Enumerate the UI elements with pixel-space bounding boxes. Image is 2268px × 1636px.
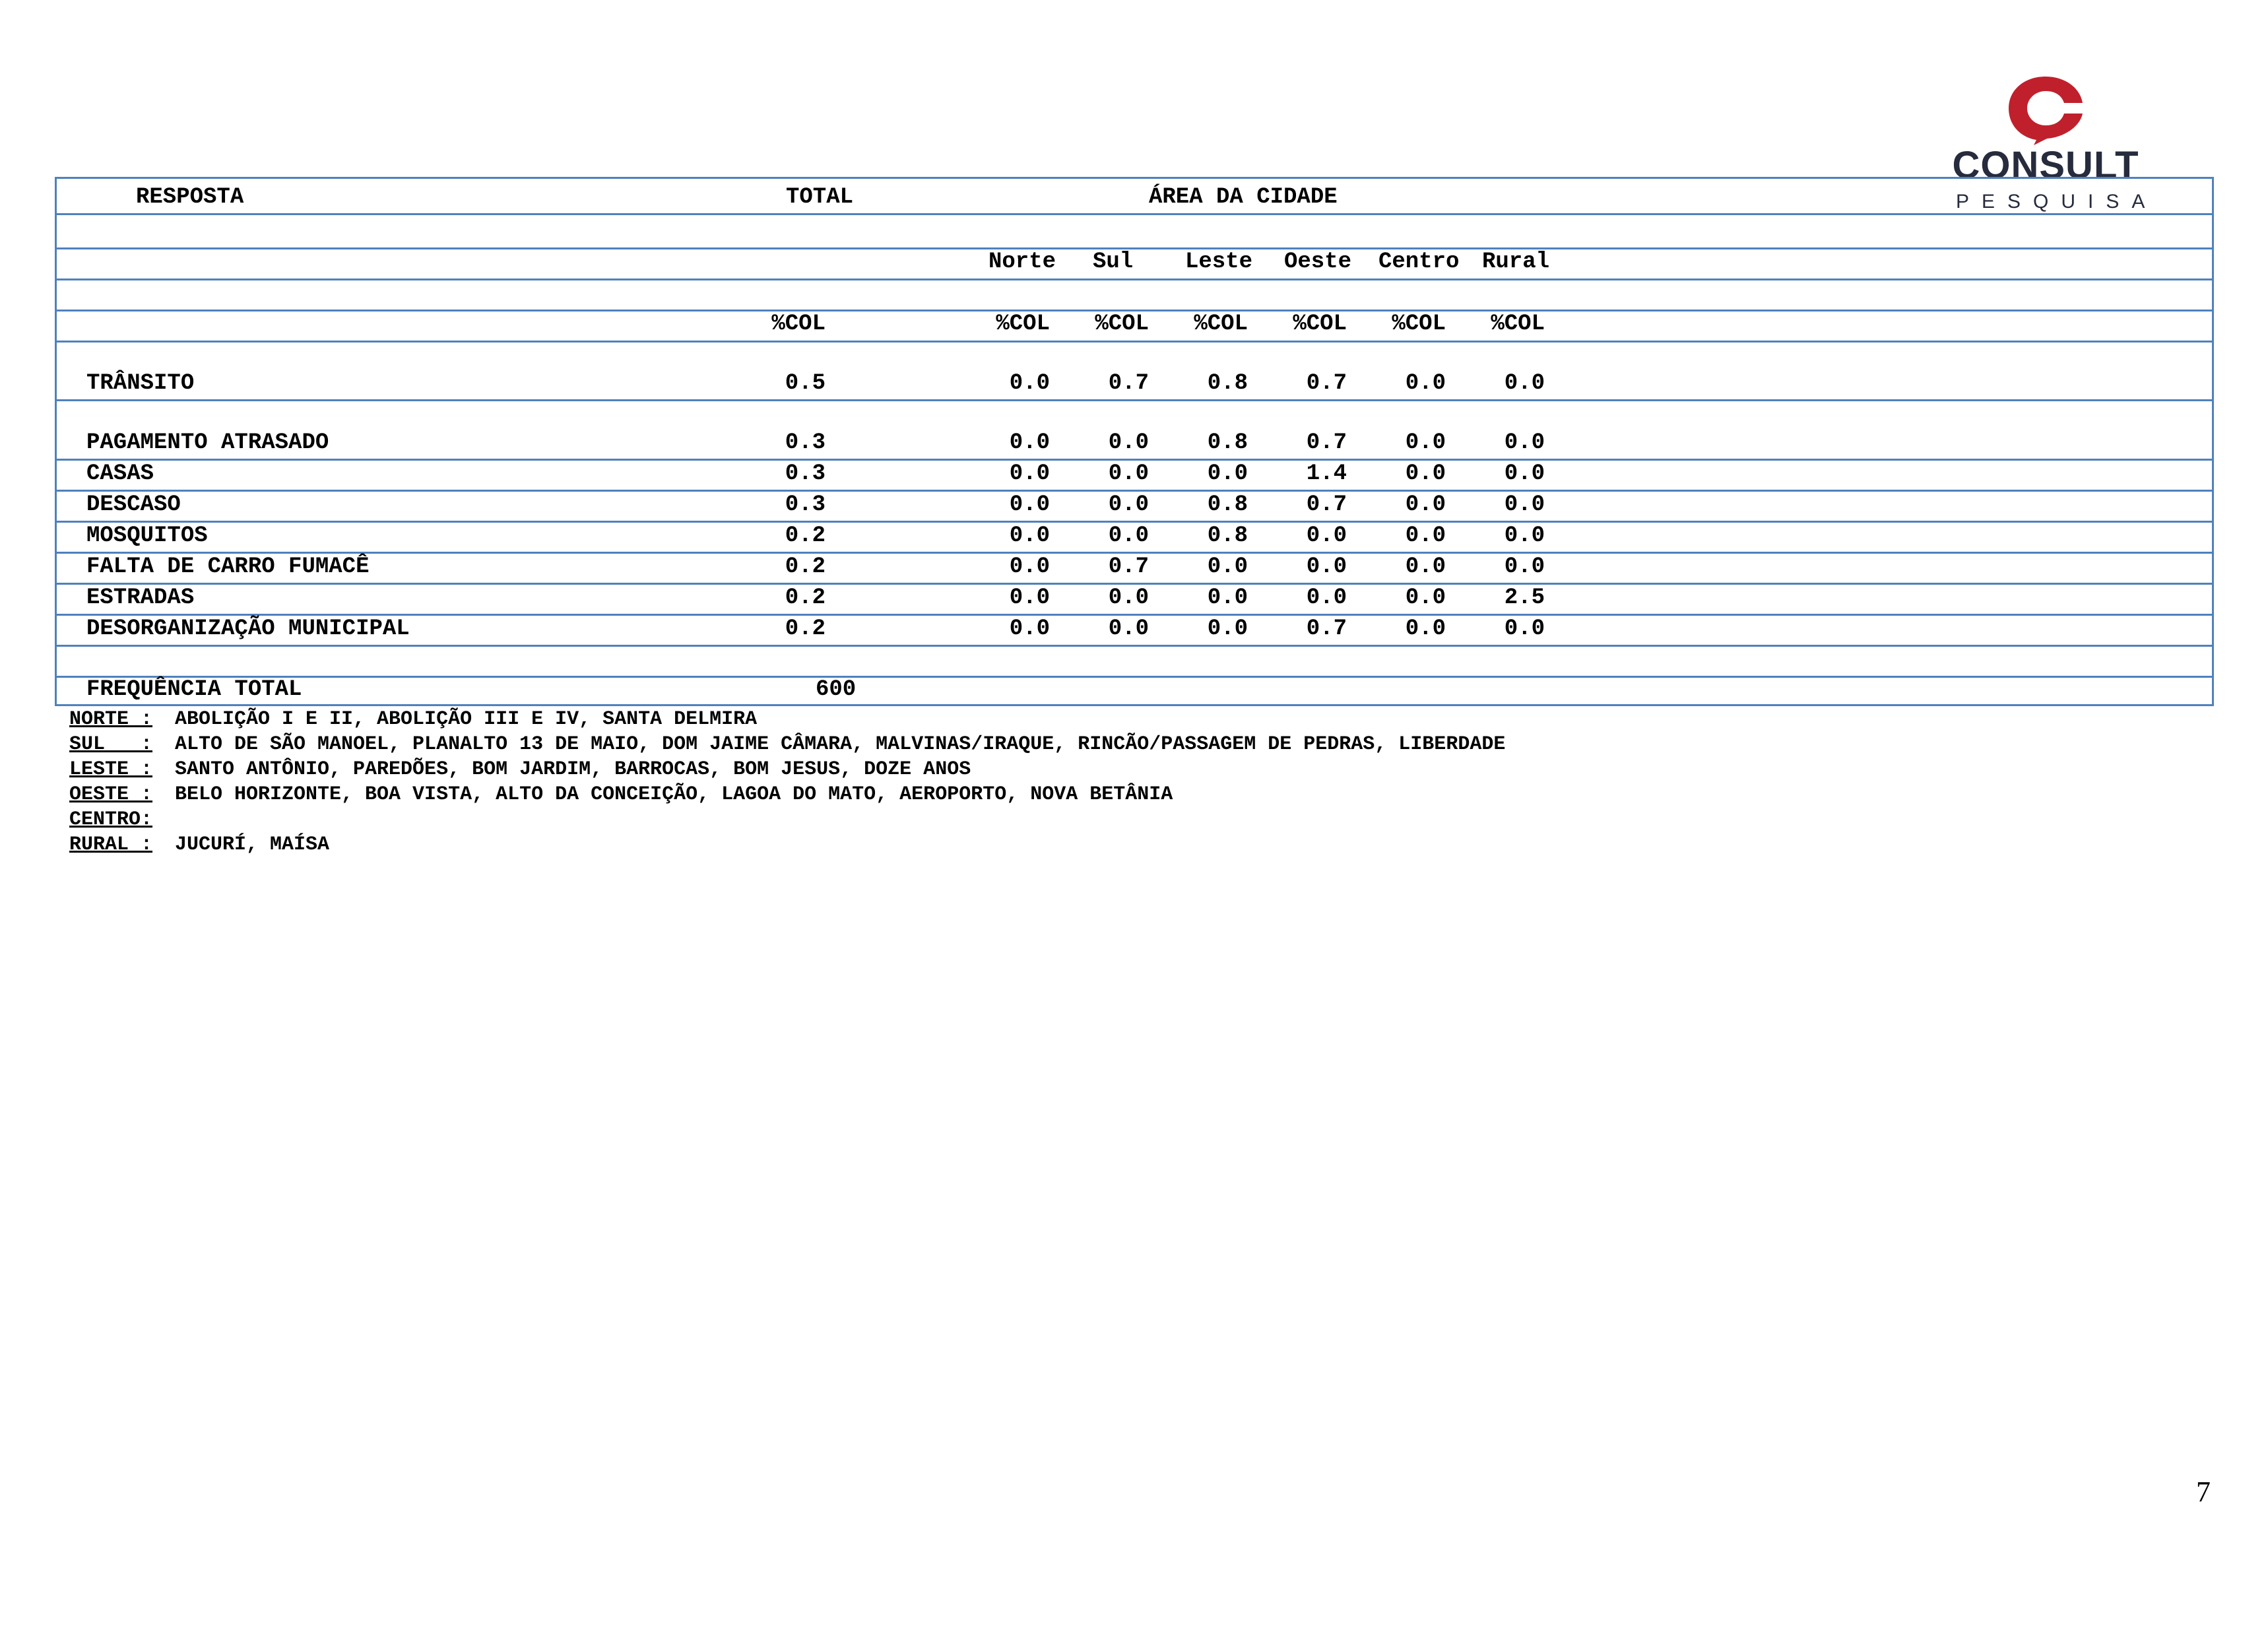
area-header-sul: Sul	[1093, 249, 1134, 275]
col-unit-area: %COL	[1293, 311, 1347, 337]
row-label: DESORGANIZAÇÃO MUNICIPAL	[86, 616, 410, 641]
header-area-da-cidade: ÁREA DA CIDADE	[1149, 185, 1338, 210]
legend-item	[69, 758, 1785, 781]
legend-key: RURAL :	[69, 834, 153, 856]
header-total: TOTAL	[786, 185, 854, 210]
col-unit-area: %COL	[1392, 311, 1446, 337]
col-unit-area: %COL	[996, 311, 1050, 337]
area-header-leste: Leste	[1185, 249, 1253, 275]
legend-key: OESTE :	[69, 783, 153, 806]
row-value: 0.7	[1108, 371, 1149, 396]
row-total: 0.3	[785, 461, 826, 486]
row-total: 0.2	[785, 523, 826, 548]
row-value: 0.0	[1009, 461, 1050, 486]
row-label: TRÂNSITO	[86, 371, 195, 396]
row-value: 0.0	[1108, 430, 1149, 455]
legend-value: ABOLIÇÃO I E II, ABOLIÇÃO III E IV, SANTA DELMIRA	[175, 708, 758, 731]
row-value: 0.0	[1405, 461, 1446, 486]
footer-label: FREQUÊNCIA TOTAL	[86, 677, 302, 702]
table-rule	[57, 247, 2212, 249]
col-unit-area: %COL	[1095, 311, 1149, 337]
table-rule	[57, 399, 2212, 401]
row-value: 0.0	[1405, 371, 1446, 396]
legend-item	[69, 833, 1785, 857]
page-number: 7	[2196, 1476, 2211, 1508]
row-value: 0.0	[1504, 492, 1545, 517]
col-unit-area: %COL	[1194, 311, 1248, 337]
row-value: 0.0	[1504, 371, 1545, 396]
row-total: 0.5	[785, 371, 826, 396]
row-value: 0.0	[1405, 554, 1446, 579]
table-rule	[57, 213, 2212, 215]
row-value: 0.8	[1207, 371, 1248, 396]
table-rule	[57, 278, 2212, 280]
row-total: 0.2	[785, 585, 826, 610]
row-value: 0.0	[1207, 616, 1248, 641]
legend-item	[69, 808, 1785, 832]
row-value: 0.0	[1108, 616, 1149, 641]
table-rule	[57, 341, 2212, 343]
legend-key: NORTE :	[69, 708, 153, 731]
row-total: 0.3	[785, 492, 826, 517]
row-value: 0.0	[1405, 523, 1446, 548]
row-value: 0.0	[1009, 492, 1050, 517]
row-value: 0.0	[1009, 523, 1050, 548]
row-value: 0.8	[1207, 430, 1248, 455]
row-total: 0.2	[785, 554, 826, 579]
row-label: CASAS	[86, 461, 154, 486]
row-label: FALTA DE CARRO FUMACÊ	[86, 554, 370, 579]
row-value: 0.0	[1504, 461, 1545, 486]
area-header-centro: Centro	[1378, 249, 1460, 275]
row-value: 0.0	[1504, 616, 1545, 641]
logo-wordmark: CONSULT	[1952, 144, 2139, 187]
row-value: 0.0	[1405, 585, 1446, 610]
consult-logo-icon	[1999, 73, 2092, 145]
row-value: 0.0	[1108, 492, 1149, 517]
table-rule	[57, 645, 2212, 647]
row-label: PAGAMENTO ATRASADO	[86, 430, 329, 455]
row-value: 0.8	[1207, 523, 1248, 548]
legend-value: JUCURÍ, MAÍSA	[175, 834, 330, 856]
row-total: 0.2	[785, 616, 826, 641]
row-value: 0.0	[1108, 585, 1149, 610]
row-value: 2.5	[1504, 585, 1545, 610]
row-value: 0.0	[1306, 585, 1347, 610]
row-label: DESCASO	[86, 492, 181, 517]
row-value: 0.0	[1306, 554, 1347, 579]
legend-key: CENTRO:	[69, 808, 153, 831]
row-value: 0.0	[1405, 430, 1446, 455]
row-value: 0.0	[1207, 585, 1248, 610]
row-value: 0.0	[1405, 616, 1446, 641]
footer-total: 600	[816, 677, 857, 702]
row-value: 0.0	[1504, 523, 1545, 548]
legend-value: BELO HORIZONTE, BOA VISTA, ALTO DA CONCEIÇÃO, LAGOA DO MATO, AEROPORTO, NOVA BETÂNIA	[175, 783, 1173, 806]
row-value: 0.0	[1108, 523, 1149, 548]
area-header-rural: Rural	[1482, 249, 1550, 275]
row-total: 0.3	[785, 430, 826, 455]
legend-value: ALTO DE SÃO MANOEL, PLANALTO 13 DE MAIO, DOM JAIME CÂMARA, MALVINAS/IRAQUE, RINCÃO/PASSAGEM DE PEDRAS, LIBERDADE	[175, 733, 1506, 756]
row-value: 0.7	[1108, 554, 1149, 579]
row-value: 0.0	[1009, 371, 1050, 396]
logo-subtitle: PESQUISA	[1956, 191, 2158, 213]
results-table	[55, 177, 2214, 706]
row-value: 0.0	[1009, 554, 1050, 579]
row-value: 0.0	[1207, 554, 1248, 579]
row-value: 0.0	[1009, 616, 1050, 641]
legend-value: SANTO ANTÔNIO, PAREDÕES, BOM JARDIM, BARROCAS, BOM JESUS, DOZE ANOS	[175, 758, 971, 781]
area-header-oeste: Oeste	[1284, 249, 1352, 275]
row-value: 0.7	[1306, 371, 1347, 396]
table-rule	[57, 676, 2212, 678]
row-value: 0.0	[1504, 430, 1545, 455]
legend-item	[69, 733, 1785, 756]
row-label: MOSQUITOS	[86, 523, 208, 548]
legend-item	[69, 783, 1785, 806]
row-value: 0.0	[1207, 461, 1248, 486]
row-value: 0.7	[1306, 616, 1347, 641]
row-value: 0.0	[1108, 461, 1149, 486]
col-unit-area: %COL	[1491, 311, 1545, 337]
row-value: 0.0	[1009, 430, 1050, 455]
header-resposta: RESPOSTA	[136, 185, 244, 210]
row-value: 0.0	[1009, 585, 1050, 610]
area-header-norte: Norte	[988, 249, 1056, 275]
col-unit-total: %COL	[771, 311, 826, 337]
row-value: 0.7	[1306, 430, 1347, 455]
legend-item	[69, 707, 1785, 731]
row-value: 0.0	[1405, 492, 1446, 517]
row-value: 1.4	[1306, 461, 1347, 486]
legend-key: LESTE :	[69, 758, 153, 781]
row-value: 0.8	[1207, 492, 1248, 517]
row-value: 0.0	[1504, 554, 1545, 579]
legend-key: SUL :	[69, 733, 153, 756]
row-label: ESTRADAS	[86, 585, 195, 610]
row-value: 0.0	[1306, 523, 1347, 548]
row-value: 0.7	[1306, 492, 1347, 517]
